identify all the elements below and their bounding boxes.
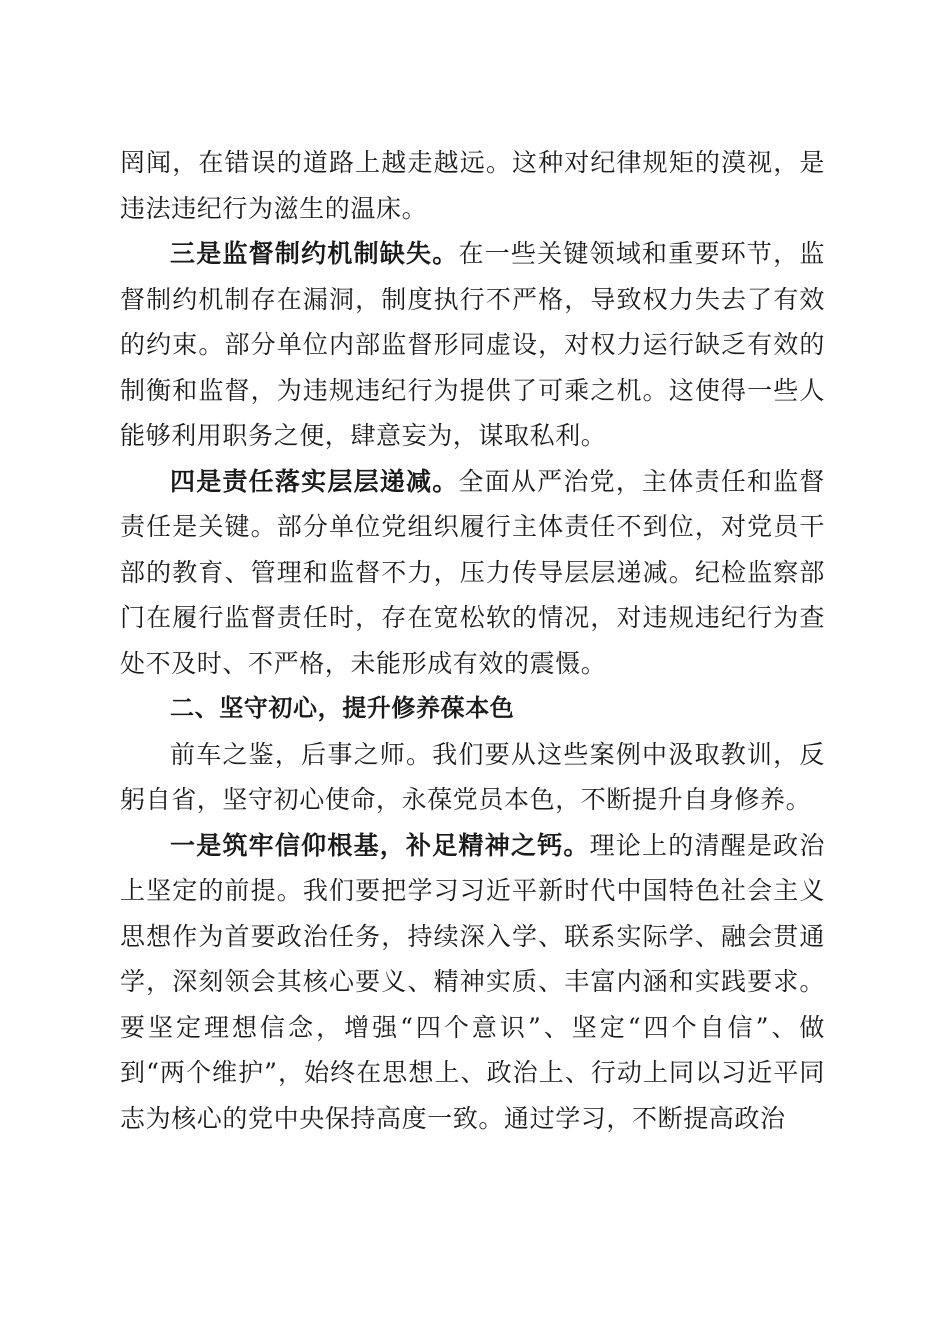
- paragraph-text: 前车之鉴，后事之师。我们要从这些案例中汲取教训，反躬自省，坚守初心使命，永葆党员本色，不断提升自身修养。: [120, 739, 825, 814]
- paragraph-lead: 一是筑牢信仰根基，补足精神之钙。: [170, 830, 590, 860]
- paragraph-lessons: [120, 732, 825, 823]
- document-body: [120, 140, 825, 1141]
- paragraph-supervision: [120, 231, 825, 459]
- paragraph-responsibility: [120, 459, 825, 687]
- paragraph-text: 全面从严治党，主体责任和监督责任是关键。部分单位党组织履行主体责任不到位，对党员干部的教育、管理和监督不力，压力传导层层递减。纪检监察部门在履行监督责任时，存在宽松软的情况，对违规违纪行为查处不及时、不严格，未能形成有效的震慑。: [120, 466, 825, 678]
- paragraph-lead: 四是责任落实层层递减。: [170, 466, 459, 496]
- paragraph-faith: [120, 823, 825, 1142]
- paragraph-text: 理论上的清醒是政治上坚定的前提。我们要把学习习近平新时代中国特色社会主义思想作为首要政治任务，持续深入学、联系实际学、融会贯通学，深刻领会其核心要义、精神实质、丰富内涵和实践要求。要坚定理想信念，增强“四个意识”、坚定“四个自信”、做到“两个维护”，始终在思想上、政治上、行动上同以习近平同志为核心的党中央保持高度一致。通过学习，不断提高政治: [120, 830, 825, 1133]
- paragraph-lead: 三是监督制约机制缺失。: [170, 239, 459, 268]
- paragraph-text: 罔闻，在错误的道路上越走越远。这种对纪律规矩的漠视，是违法违纪行为滋生的温床。: [120, 148, 825, 223]
- paragraph-text: 在一些关键领域和重要环节，监督制约机制存在漏洞，制度执行不严格，导致权力失去了有效的约束。部分单位内部监督形同虚设，对权力运行缺乏有效的制衡和监督，为违规违纪行为提供了可乘之机。这使得一些人能够利用职务之便，肆意妄为，谋取私利。: [120, 239, 825, 450]
- section-heading: 二、坚守初心，提升修养葆本色: [170, 694, 515, 722]
- paragraph-continuation: [120, 140, 825, 231]
